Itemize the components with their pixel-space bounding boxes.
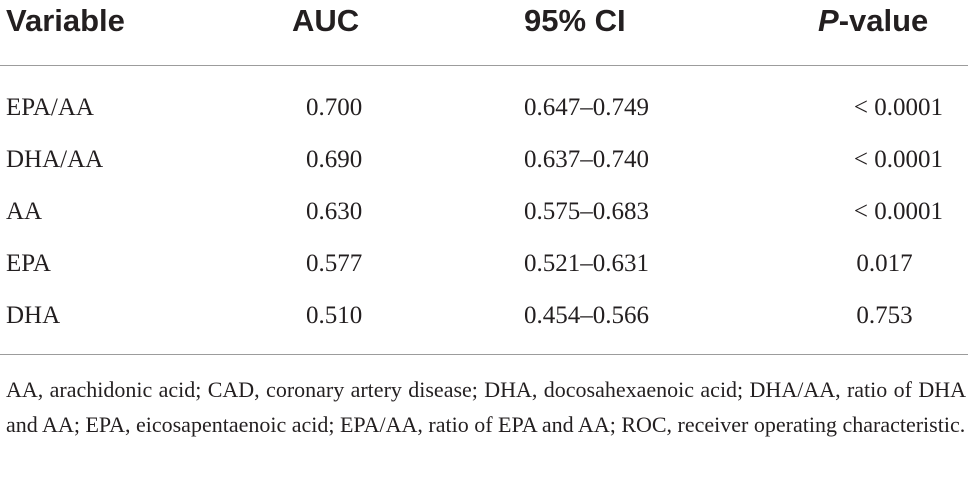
header-ci: 95% CI: [524, 3, 626, 38]
table-footnote: AA, arachidonic acid; CAD, coronary artery disease; DHA, docosahexaenoic acid; DHA/AA, ratio of DHA and AA; EPA, eicosapentaenoic acid; EPA/AA, ratio of EPA and AA; ROC, receiver operating characteristic.: [6, 377, 966, 437]
header-variable: Variable: [6, 3, 125, 38]
table-header-row: [0, 0, 968, 50]
header-p-suffix: -value: [838, 3, 929, 38]
cell-variable: EPA/AA: [6, 94, 94, 121]
cell-variable: AA: [6, 198, 43, 225]
cell-p-value: < 0.0001: [853, 94, 943, 121]
header-divider: [0, 65, 968, 66]
table-row: [0, 194, 968, 234]
cell-p-value: < 0.0001: [853, 198, 943, 225]
header-p-letter: P: [818, 3, 839, 38]
cell-ci: 0.647–0.749: [524, 94, 649, 121]
cell-variable: DHA/AA: [6, 146, 104, 173]
cell-variable: EPA: [6, 250, 51, 277]
header-auc: AUC: [292, 3, 360, 38]
cell-auc: 0.690: [306, 146, 363, 173]
cell-auc: 0.577: [306, 250, 363, 277]
cell-ci: 0.637–0.740: [524, 146, 649, 173]
table-row: [0, 246, 968, 286]
cell-auc: 0.630: [306, 198, 363, 225]
table-row: [0, 142, 968, 182]
table-row: [0, 298, 968, 338]
cell-ci: 0.575–0.683: [524, 198, 649, 225]
table-bottom-divider: [0, 354, 968, 355]
cell-p-value: < 0.0001: [853, 146, 943, 173]
cell-auc: 0.510: [306, 302, 363, 329]
cell-ci: 0.521–0.631: [524, 250, 649, 277]
cell-p-value: 0.753: [856, 302, 913, 329]
cell-ci: 0.454–0.566: [524, 302, 649, 329]
header-p-value: [818, 0, 928, 42]
cell-auc: 0.700: [306, 94, 363, 121]
cell-p-value: 0.017: [856, 250, 913, 277]
table-row: [0, 90, 968, 130]
cell-variable: DHA: [6, 302, 61, 329]
